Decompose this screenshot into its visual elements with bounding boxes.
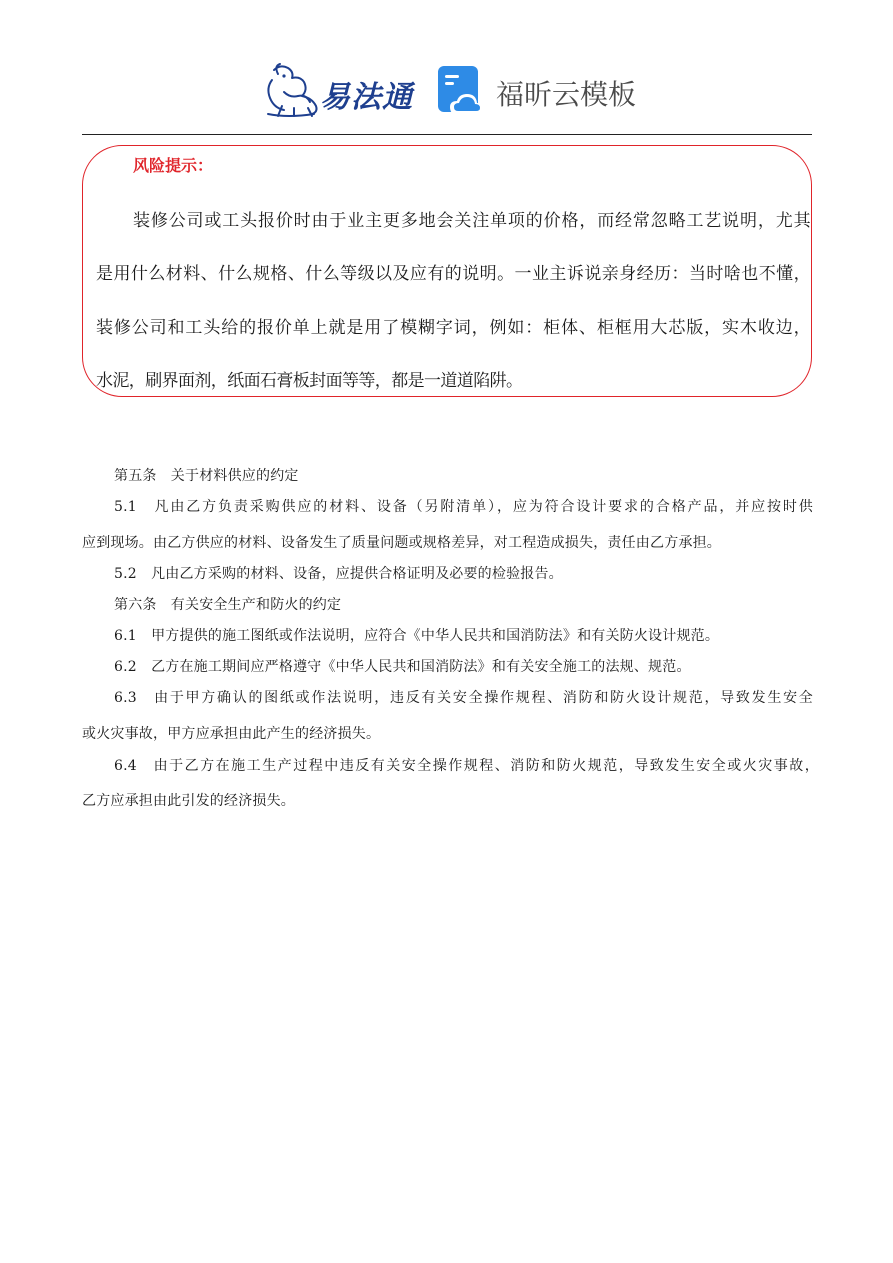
- clause-5-1: 5.1 凡由乙方负责采购供应的材料、设备（另附清单），应为符合设计要求的合格产品，并应按时供: [114, 499, 813, 515]
- page-header: [0, 60, 893, 122]
- risk-notice-line: 是用什么材料、什么规格、什么等级以及应有的说明。一业主诉说亲身经历：当时啥也不懂，: [96, 264, 810, 284]
- risk-notice-line: 水泥，刷界面剂，纸面石膏板封面等等，都是一道道陷阱。: [96, 371, 523, 391]
- yifatong-logo-text: 易法通: [320, 80, 413, 115]
- clause-5-1-continued: 应到现场。由乙方供应的材料、设备发生了质量问题或规格差异，对工程造成损失，责任由乙方承担。: [82, 535, 721, 551]
- header-divider: [82, 134, 812, 135]
- article-6-title: 第六条 有关安全生产和防火的约定: [114, 597, 342, 613]
- cloud-document-icon: [436, 64, 488, 118]
- risk-notice-line: 装修公司和工头给的报价单上就是用了模糊字词，例如：柜体、柜框用大芯版，实木收边，: [96, 318, 810, 338]
- clause-6-2: 6.2 乙方在施工期间应严格遵守《中华人民共和国消防法》和有关安全施工的法规、规范。: [114, 659, 691, 675]
- risk-notice-line: 装修公司或工头报价时由于业主更多地会关注单项的价格，而经常忽略工艺说明，尤其: [133, 211, 810, 231]
- clause-5-2: 5.2 凡由乙方采购的材料、设备，应提供合格证明及必要的检验报告。: [114, 566, 563, 582]
- fuxin-logo-text: 福昕云模板: [496, 78, 637, 111]
- clause-6-3: 6.3 由于甲方确认的图纸或作法说明，违反有关安全操作规程、消防和防火设计规范，导致发生安全: [114, 690, 813, 706]
- clause-6-1: 6.1 甲方提供的施工图纸或作法说明，应符合《中华人民共和国消防法》和有关防火设计规范。: [114, 628, 720, 644]
- clause-6-4: 6.4 由于乙方在施工生产过程中违反有关安全操作规程、消防和防火规范，导致发生安全或火灾事故，: [114, 758, 819, 774]
- clause-6-4-continued: 乙方应承担由此引发的经济损失。: [82, 793, 295, 809]
- article-5-title: 第五条 关于材料供应的约定: [114, 468, 299, 484]
- clause-6-3-continued: 或火灾事故，甲方应承担由此产生的经济损失。: [82, 726, 381, 742]
- risk-notice-title: 风险提示：: [133, 156, 214, 175]
